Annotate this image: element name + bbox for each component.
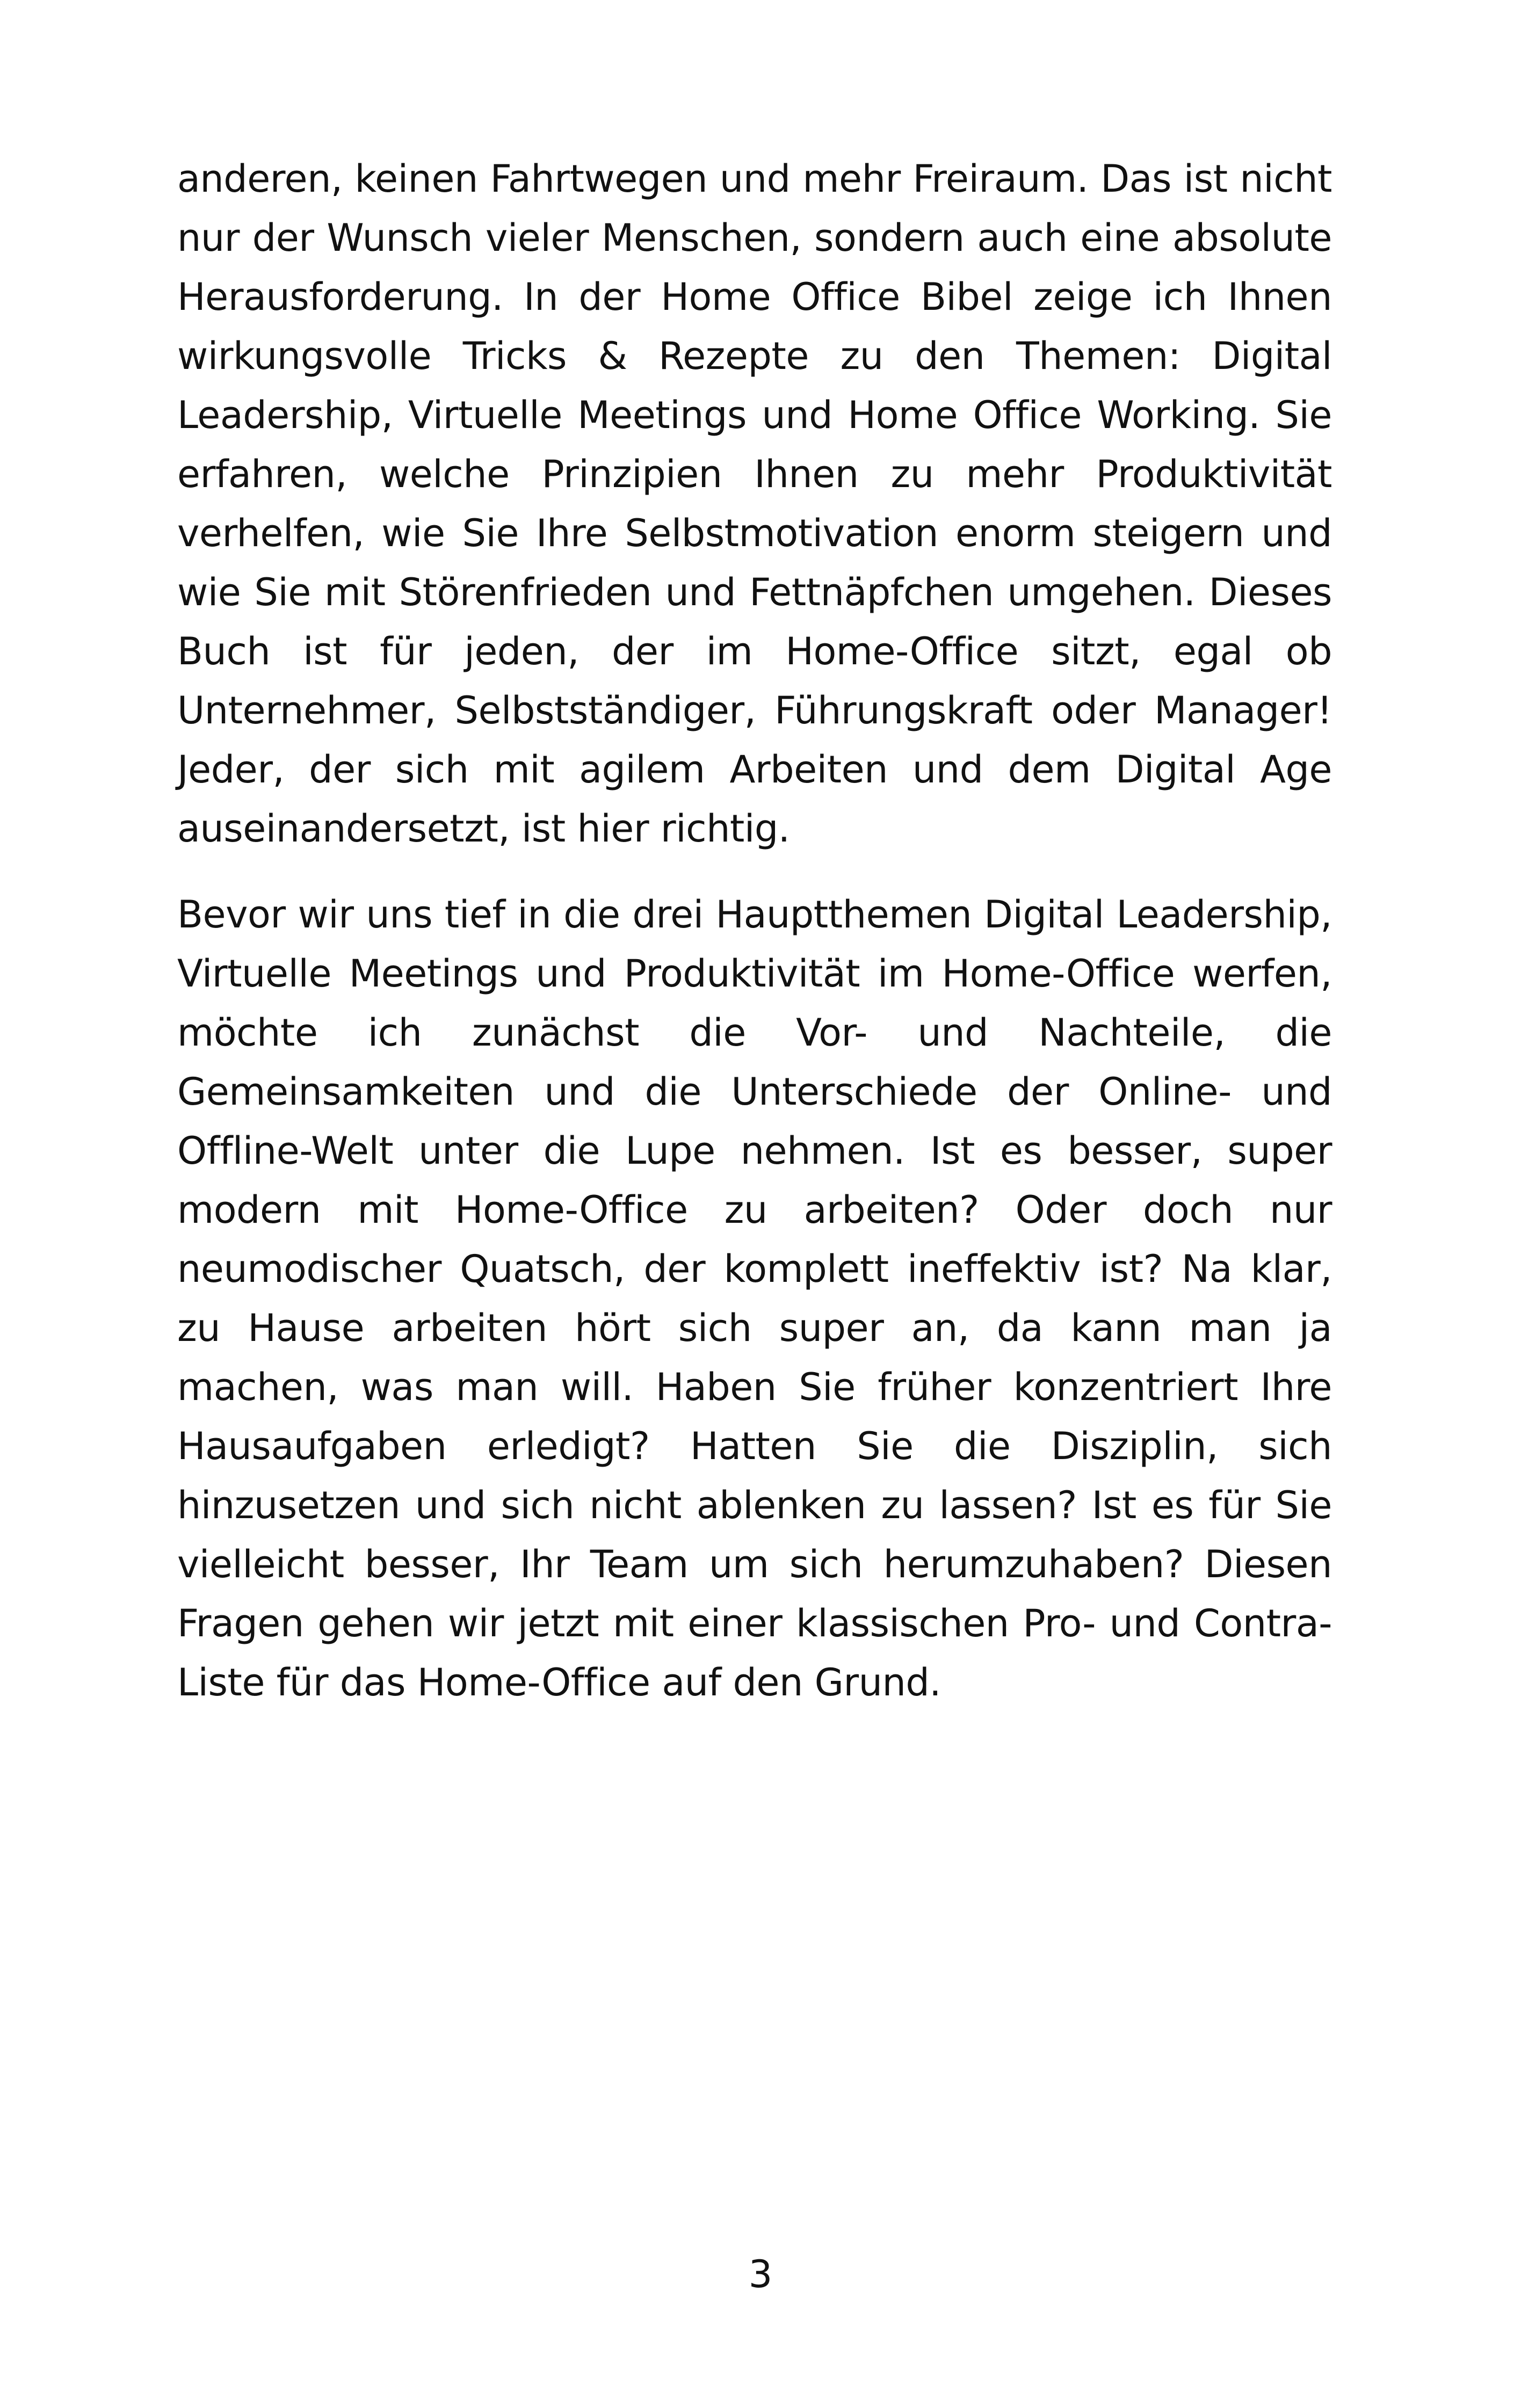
page-number: 3: [748, 2252, 773, 2296]
paragraph-2: Bevor wir uns tief in die drei Hauptthemen Digital Leadership, Virtuelle Meetings und Produktivität im Home-Office werfen, möchte ich zunächst die Vor- und Nachteile, die Gemeinsamkeiten und die Unterschiede der Online- und Offline-Welt unter die Lupe nehmen. Ist es besser, super modern mit Home-Office zu arbeiten? Oder doch nur neumodischer Quatsch, der komplett ineffektiv ist? Na klar, zu Hause arbeiten hört sich super an, da kann man ja machen, was man will. Haben Sie früher konzentriert Ihre Hausaufgaben erledigt? Hatten Sie die Disziplin, sich hinzusetzen und sich nicht ablenken zu lassen? Ist es für Sie vielleicht besser, Ihr Team um sich herumzuhaben? Diesen Fragen gehen wir jetzt mit einer klassischen Pro- und Contra-Liste für das Home-Office auf den Grund.: [177, 893, 1332, 1705]
paragraph-1: anderen, keinen Fahrtwegen und mehr Freiraum. Das ist nicht nur der Wunsch vieler Menschen, sondern auch eine absolute Herausforderung. In der Home Office Bibel zeige ich Ihnen wirkungsvolle Tricks & Rezepte zu den Themen: Digital Leadership, Virtuelle Meetings und Home Office Working. Sie erfahren, welche Prinzipien Ihnen zu mehr Produktivität verhelfen, wie Sie Ihre Selbstmotivation enorm steigern und wie Sie mit Störenfrieden und Fettnäpfchen umgehen. Dieses Buch ist für jeden, der im Home-Office sitzt, egal ob Unternehmer, Selbstständiger, Führungskraft oder Manager! Jeder, der sich mit agilem Arbeiten und dem Digital Age auseinandersetzt, ist hier richtig.: [177, 157, 1332, 851]
body-text: [177, 149, 1332, 1712]
